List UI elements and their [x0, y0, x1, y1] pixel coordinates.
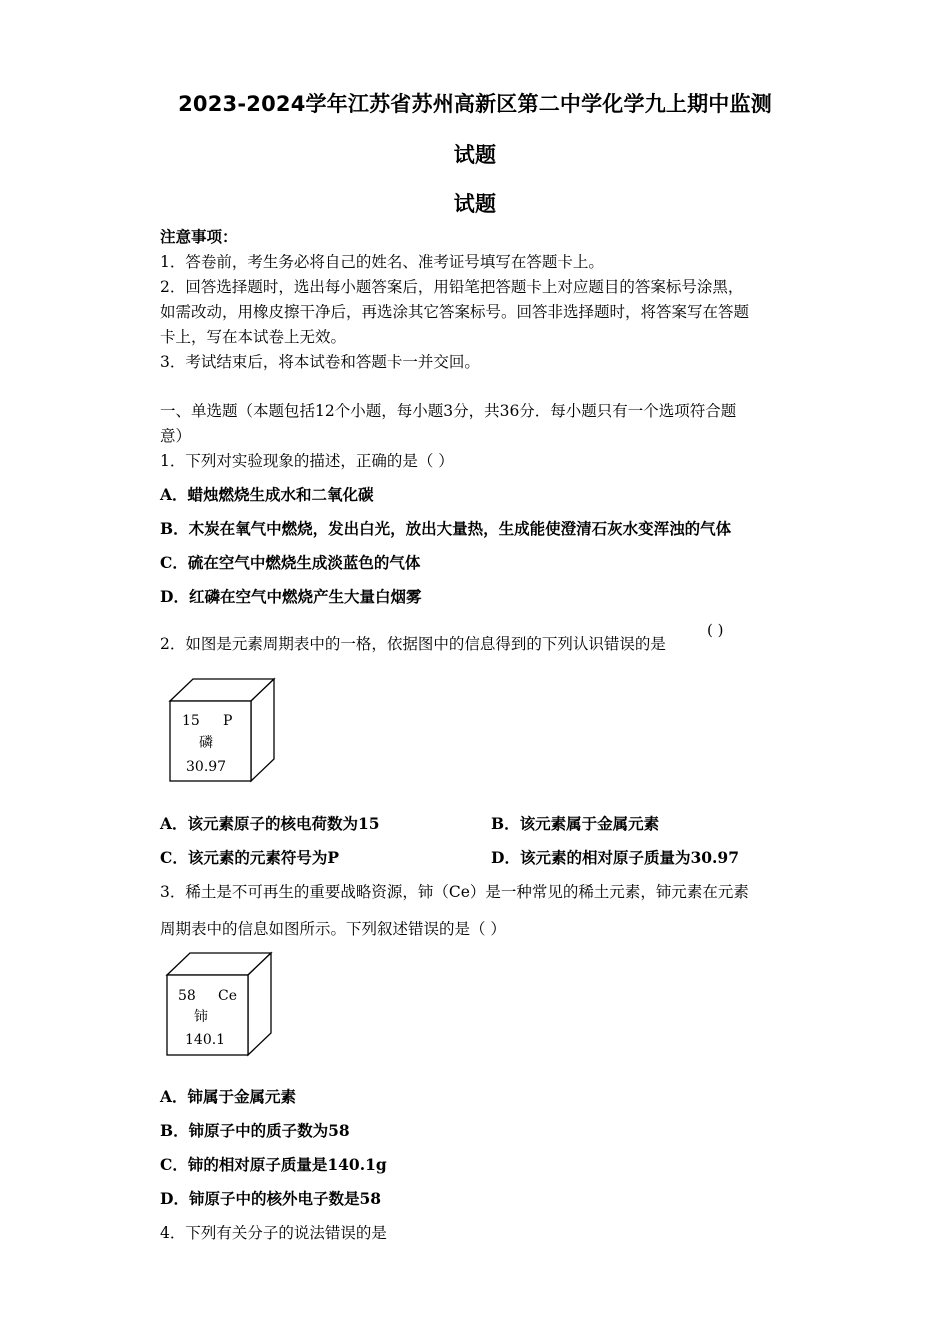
notice-item-3: 3．考试结束后，将本试卷和答题卡一并交回。	[160, 353, 480, 371]
element-cell-phosphorus	[166, 677, 278, 787]
element-cell-figure	[163, 951, 275, 1057]
question-2-stem: 2．如图是元素周期表中的一格，依据图中的信息得到的下列认识错误的是	[160, 635, 666, 653]
element-name: 铈	[194, 1009, 208, 1025]
question-4-stem: 4．下列有关分子的说法错误的是	[160, 1224, 387, 1242]
question-2-option-b: B．该元素属于金属元素	[491, 814, 660, 833]
question-3-option-c: C．铈的相对原子质量是140.1g	[160, 1155, 387, 1174]
section-heading: 一、单选题（本题包括12个小题，每小题3分，共36分．每小题只有一个选项符合题	[160, 402, 737, 420]
atomic-mass: 30.97	[186, 759, 227, 775]
atomic-number: 15	[182, 713, 200, 729]
atomic-mass: 140.1	[185, 1032, 226, 1048]
question-1-option-b: B．木炭在氧气中燃烧，发出白光，放出大量热，生成能使澄清石灰水变浑浊的气体	[160, 519, 732, 538]
question-3-option-d: D．铈原子中的核外电子数是58	[160, 1189, 382, 1208]
question-1-option-c: C．硫在空气中燃烧生成淡蓝色的气体	[160, 553, 421, 572]
question-2-option-a: A．该元素原子的核电荷数为15	[160, 814, 380, 833]
page-subtitle: 试题	[453, 192, 497, 216]
question-3-stem: 3．稀土是不可再生的重要战略资源，铈（Ce）是一种常见的稀土元素，铈元素在元素	[160, 883, 749, 901]
notice-item-2-cont: 卡上，写在本试卷上无效。	[160, 328, 347, 346]
question-2-option-d: D．该元素的相对原子质量为30.97	[491, 848, 739, 867]
notice-item-2: 2．回答选择题时，选出每小题答案后，用铅笔把答题卡上对应题目的答案标号涂黑，	[160, 278, 744, 296]
question-1-option-d: D．红磷在空气中燃烧产生大量白烟雾	[160, 587, 422, 606]
notice-heading: 注意事项：	[160, 227, 238, 246]
question-2-answer-paren: ( )	[707, 621, 724, 639]
question-3-option-a: A．铈属于金属元素	[160, 1087, 297, 1106]
section-heading-cont: 意）	[160, 427, 192, 445]
element-cell-cerium	[163, 951, 275, 1061]
question-2-option-c: C．该元素的元素符号为P	[160, 848, 339, 867]
question-3-option-b: B．铈原子中的质子数为58	[160, 1121, 350, 1140]
notice-item-1: 1．答卷前，考生务必将自己的姓名、准考证号填写在答题卡上。	[160, 253, 604, 271]
element-cell-figure	[166, 677, 278, 783]
question-1-stem: 1．下列对实验现象的描述，正确的是（ ）	[160, 452, 454, 470]
question-3-stem-cont: 周期表中的信息如图所示。下列叙述错误的是（ ）	[160, 920, 506, 938]
page-title: 2023-2024学年江苏省苏州高新区第二中学化学九上期中监测	[178, 92, 772, 116]
notice-item-2-cont: 如需改动，用橡皮擦干净后，再选涂其它答案标号。回答非选择题时，将答案写在答题	[160, 303, 750, 321]
atomic-number: 58	[178, 988, 196, 1004]
element-symbol: Ce	[218, 988, 237, 1004]
element-symbol: P	[223, 713, 233, 729]
page-title-continued: 试题	[453, 143, 497, 167]
question-1-option-a: A．蜡烛燃烧生成水和二氧化碳	[160, 485, 374, 504]
element-name: 磷	[199, 735, 213, 751]
